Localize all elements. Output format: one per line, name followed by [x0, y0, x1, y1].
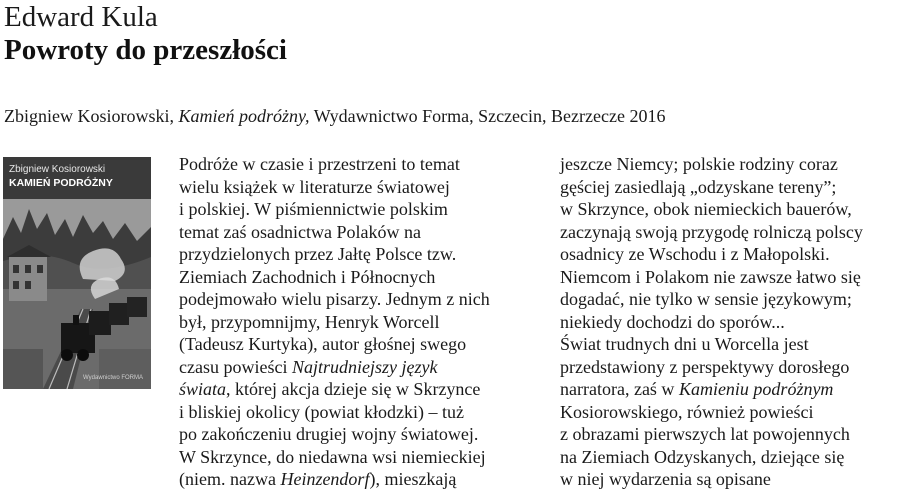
italic-title: Kamieniu podróżnym [678, 379, 834, 399]
text-line: na Ziemiach Odzyskanych, dziejące się [560, 446, 845, 467]
text-line: przydzielonych przez Jałtę Polsce tzw. [179, 244, 457, 264]
text-line: Kosiorowskiego, również powieści [560, 401, 814, 422]
text-line: (Tadeusz Kurtyka), autor głośnej swego [179, 334, 467, 354]
text-line: Podróże w czasie i przestrzeni to temat [179, 154, 460, 174]
text-line: niekiedy dochodzi do sporów... [560, 311, 785, 332]
text-fragment: ), mieszkają [369, 469, 457, 489]
text-line: dogadać, nie tylko w sensie językowym; [560, 289, 852, 309]
text-line: Świat trudnych dni u Worcella jest [560, 334, 809, 354]
text-line: po zakończeniu drugiej wojny światowej. [179, 424, 479, 444]
cover-author: Zbigniew Kosiorowski [9, 164, 106, 175]
text-line: Niemcom i Polakom nie zawsze łatwo się [560, 266, 861, 287]
text-line: jeszcze Niemcy; polskie rodziny coraz [560, 154, 838, 174]
text-line [179, 468, 549, 491]
biblio-publisher: Wydawnictwo Forma, Szczecin, Bezrzecze 2016 [309, 106, 666, 126]
train-photo [3, 199, 151, 389]
cover-header [3, 157, 151, 199]
text-fragment: czasu powieści [179, 356, 292, 377]
text-column-left [179, 153, 549, 491]
text-line: i bliskiej okolicy (powiat kłodzki) – tuż [179, 401, 464, 422]
text-fragment: (niem. nazwa [179, 469, 281, 489]
text-line: był, przypomnijmy, Henryk Worcell [179, 311, 440, 332]
bibliographic-note [4, 103, 665, 129]
text-line: z obrazami pierwszych lat powojennych [560, 424, 850, 444]
italic-title: Heinzendorf [280, 469, 370, 489]
italic-title: świata [179, 379, 227, 399]
text-line: i polskiej. W piśmiennictwie polskim [179, 199, 448, 219]
text-line: w Skrzynce, obok niemieckich bauerów, [560, 199, 852, 219]
cover-title: KAMIEŃ PODRÓŻNY [9, 177, 113, 189]
text-column-right [560, 153, 900, 491]
text-line: W Skrzynce, do niedawna wsi niemieckiej [179, 446, 486, 467]
text-line: wielu książek w literaturze światowej [179, 176, 450, 197]
text-line: gęściej zasiedlają „odzyskane tereny”; [560, 176, 837, 197]
text-fragment: narratora, zaś w [560, 379, 679, 399]
text-line [179, 356, 549, 379]
biblio-book-title: Kamień podróżny, [178, 106, 310, 126]
text-line [179, 378, 549, 401]
text-line: Ziemiach Zachodnich i Północnych [179, 266, 436, 287]
book-cover-image [3, 157, 151, 389]
text-fragment: , której akcja dzieje się w Skrzynce [226, 379, 481, 399]
text-line: osadnicy ze Wschodu i z Małopolski. [560, 244, 830, 264]
article-author: Edward Kula [4, 1, 158, 33]
text-line: przedstawiony z perspektywy dorosłego [560, 356, 850, 377]
text-line [560, 378, 900, 401]
biblio-author: Zbigniew Kosiorowski, [4, 106, 179, 126]
text-line: w niej wydarzenia są opisane [560, 469, 771, 489]
text-line: podejmowało wielu pisarzy. Jednym z nich [179, 289, 490, 309]
text-line: temat zaś osadnictwa Polaków na [179, 221, 421, 242]
article-title: Powroty do przeszłości [4, 34, 287, 66]
italic-title: Najtrudniejszy język [291, 356, 438, 377]
text-line: zaczynają swoją przygodę rolniczą polscy [560, 221, 863, 242]
cover-publisher: Wydawnictwo FORMA [83, 375, 143, 381]
